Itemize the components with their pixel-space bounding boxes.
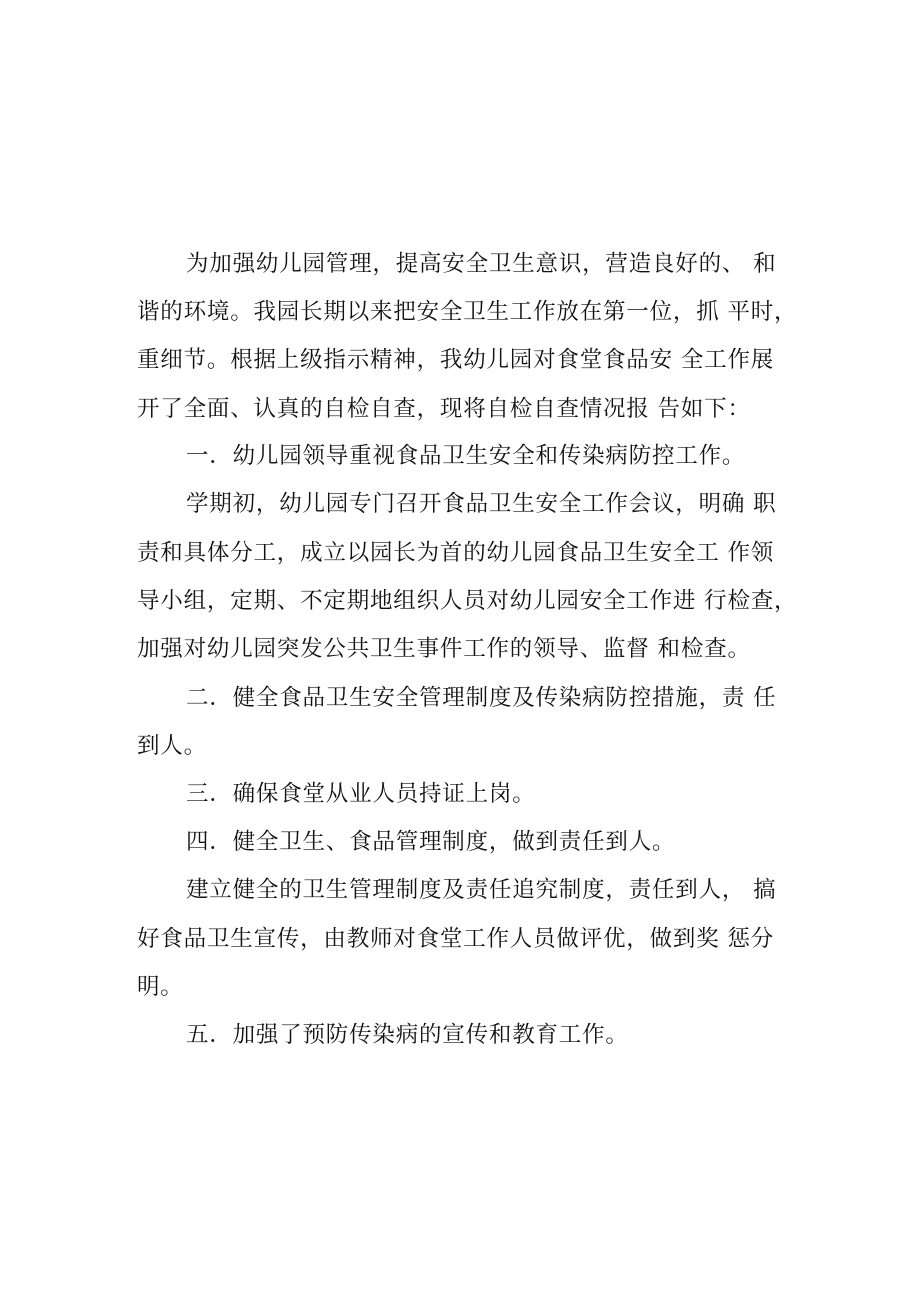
text-line: 学期初，幼儿园专门召开食品卫生安全工作会议，明确 职	[186, 491, 777, 517]
text-line: 一．幼儿园领导重视食品卫生安全和传染病防控工作。	[186, 443, 746, 469]
text-line: 责和具体分工，成立以园长为首的幼儿园食品卫生安全工 作领	[137, 540, 775, 566]
text-line: 好食品卫生宣传，由教师对食堂工作人员做评优，做到奖 惩分	[137, 926, 775, 952]
text-line: 明。	[137, 974, 184, 1000]
text-line: 为加强幼儿园管理，提高安全卫生意识，营造良好的、 和	[186, 251, 777, 277]
text-line: 建立健全的卫生管理制度及责任追究制度，责任到人， 搞	[186, 877, 777, 903]
text-line: 加强对幼儿园突发公共卫生事件工作的领导、监督 和检查。	[137, 636, 751, 662]
text-line: 四．健全卫生、食品管理制度，做到责任到人。	[186, 829, 676, 855]
text-line: 五．加强了预防传染病的宣传和教育工作。	[186, 1022, 629, 1048]
text-line: 重细节。根据上级指示精神，我幼儿园对食堂食品安 全工作展	[137, 347, 775, 373]
text-line: 到人。	[137, 733, 207, 759]
text-line: 三．确保食堂从业人员持证上岗。	[186, 781, 536, 807]
text-line: 谐的环境。我园长期以来把安全卫生工作放在第一位，抓 平时，	[137, 299, 798, 325]
text-line: 导小组，定期、不定期地组织人员对幼儿园安全工作进 行检查，	[137, 588, 798, 614]
text-line: 二．健全食品卫生安全管理制度及传染病防控措施，责 任	[186, 685, 777, 711]
text-line: 开了全面、认真的自检自查，现将自检自查情况报 告如下：	[137, 396, 751, 422]
